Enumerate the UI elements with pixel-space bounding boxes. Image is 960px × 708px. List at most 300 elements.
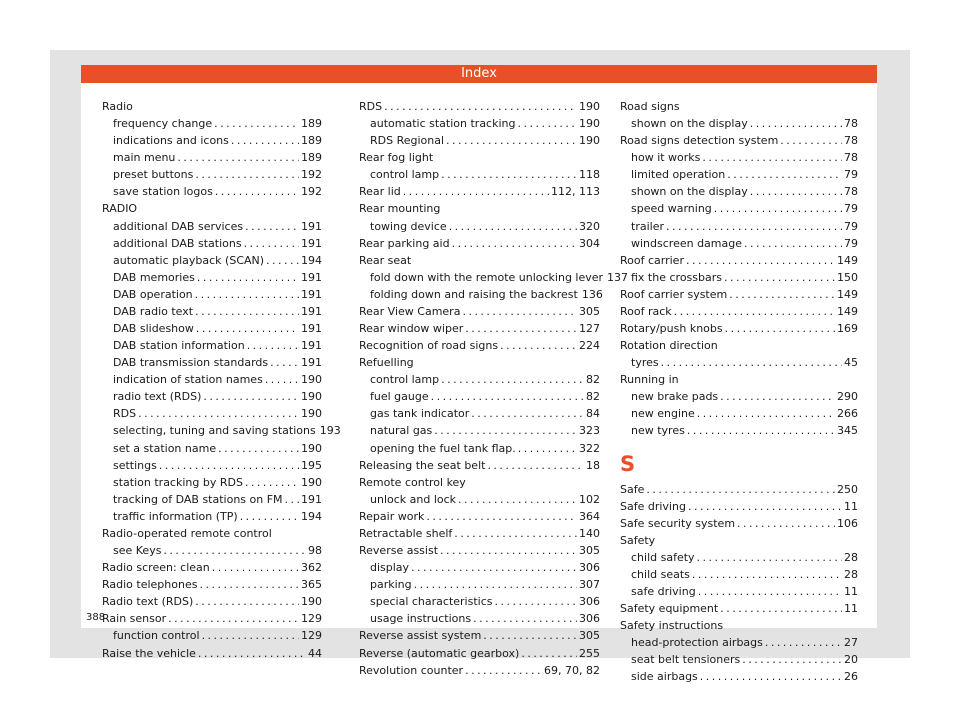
dot-leader bbox=[471, 405, 584, 422]
index-subentry bbox=[102, 388, 322, 405]
dot-leader bbox=[681, 371, 856, 388]
entry-page-number: 79 bbox=[844, 236, 858, 250]
entry-page-number: 191 bbox=[301, 219, 322, 233]
dot-leader bbox=[431, 388, 584, 405]
entry-text: head-protection airbags bbox=[631, 636, 763, 650]
entry-page-number: 266 bbox=[837, 407, 858, 421]
entry-text: special characteristics bbox=[370, 595, 493, 609]
entry-page-number: 191 bbox=[301, 356, 322, 370]
entry-text: indication of station names bbox=[113, 373, 263, 387]
entry-page-number: 169 bbox=[837, 322, 858, 336]
index-subentry bbox=[102, 286, 322, 303]
entry-page-number: 140 bbox=[579, 526, 600, 540]
entry-text: Recognition of road signs bbox=[359, 339, 499, 353]
dot-leader bbox=[245, 474, 299, 491]
entry-text: Reverse (automatic gearbox) bbox=[359, 646, 520, 660]
entry-page-number: 149 bbox=[837, 253, 858, 267]
entry-text: Rotation direction bbox=[620, 339, 718, 353]
dot-leader bbox=[195, 593, 299, 610]
dot-leader bbox=[138, 405, 299, 422]
index-entry bbox=[620, 98, 858, 115]
dot-leader bbox=[426, 508, 577, 525]
index-subentry bbox=[620, 115, 858, 132]
entry-text: DAB station information bbox=[113, 339, 245, 353]
dot-leader bbox=[218, 440, 299, 457]
index-subentry bbox=[359, 405, 600, 422]
dot-leader bbox=[197, 269, 299, 286]
entry-text: Releasing the seat belt bbox=[359, 458, 486, 472]
entry-text: parking bbox=[370, 578, 412, 592]
index-subentry bbox=[102, 508, 322, 525]
index-entry bbox=[620, 600, 858, 617]
entry-text: DAB memories bbox=[113, 270, 195, 284]
entry-text: child safety bbox=[631, 550, 695, 564]
index-subentry bbox=[359, 491, 600, 508]
entry-page-number: 290 bbox=[837, 390, 858, 404]
entry-page-number: 191 bbox=[301, 339, 322, 353]
dot-leader bbox=[521, 645, 577, 662]
dot-leader bbox=[697, 549, 842, 566]
index-subentry bbox=[102, 235, 322, 252]
page-number: 388 bbox=[86, 612, 106, 623]
index-subentry bbox=[359, 440, 600, 457]
entry-page-number: 82 bbox=[586, 373, 600, 387]
dot-leader bbox=[495, 593, 578, 610]
entry-page-number: 28 bbox=[844, 550, 858, 564]
dot-leader bbox=[265, 371, 299, 388]
index-entry bbox=[620, 371, 858, 388]
entry-text: gas tank indicator bbox=[370, 407, 470, 421]
index-subentry bbox=[102, 354, 322, 371]
index-entry bbox=[102, 98, 322, 115]
entry-text: new engine bbox=[631, 407, 695, 421]
dot-leader bbox=[720, 337, 856, 354]
entry-text: Safe bbox=[620, 482, 645, 496]
index-subentry bbox=[359, 371, 600, 388]
entry-page-number: 79 bbox=[844, 202, 858, 216]
dot-leader bbox=[517, 115, 577, 132]
index-subentry bbox=[620, 166, 858, 183]
index-subentry bbox=[102, 542, 322, 559]
entry-page-number: 190 bbox=[301, 390, 322, 404]
entry-page-number: 78 bbox=[844, 185, 858, 199]
index-subentry bbox=[359, 576, 600, 593]
index-subentry bbox=[620, 634, 858, 651]
dot-leader bbox=[440, 542, 577, 559]
entry-text: Rear lid bbox=[359, 185, 401, 199]
dot-leader bbox=[518, 440, 577, 457]
index-entry bbox=[620, 515, 858, 532]
index-column-1 bbox=[102, 98, 341, 662]
entry-page-number: 224 bbox=[579, 339, 600, 353]
index-subentry bbox=[102, 252, 322, 269]
entry-page-number: 320 bbox=[579, 219, 600, 233]
entry-page-number: 194 bbox=[301, 509, 322, 523]
dot-leader bbox=[720, 388, 835, 405]
dot-leader bbox=[697, 405, 835, 422]
entry-page-number: 189 bbox=[301, 134, 322, 148]
index-subentry bbox=[102, 269, 322, 286]
dot-leader bbox=[720, 600, 842, 617]
dot-leader bbox=[780, 132, 842, 149]
dot-leader bbox=[195, 303, 299, 320]
index-entry bbox=[359, 508, 600, 525]
entry-page-number: 79 bbox=[844, 168, 858, 182]
entry-page-number: 190 bbox=[301, 407, 322, 421]
entry-text: seat belt tensioners bbox=[631, 653, 741, 667]
entry-text: Safe driving bbox=[620, 499, 686, 513]
index-subentry bbox=[359, 269, 629, 286]
entry-page-number: 305 bbox=[579, 544, 600, 558]
entry-text: RDS bbox=[359, 100, 383, 113]
entry-page-number: 82 bbox=[586, 390, 600, 404]
dot-leader bbox=[686, 252, 835, 269]
dot-leader bbox=[682, 98, 856, 115]
entry-page-number: 190 bbox=[301, 441, 322, 455]
entry-text: Refuelling bbox=[359, 356, 414, 370]
dot-leader bbox=[274, 525, 320, 542]
entry-text: fold down with the remote unlocking lever bbox=[370, 270, 604, 284]
dot-leader bbox=[702, 149, 842, 166]
entry-text: Road signs detection system bbox=[620, 134, 779, 148]
entry-page-number: 305 bbox=[579, 304, 600, 318]
dot-leader bbox=[687, 422, 835, 439]
entry-text: station tracking by RDS bbox=[113, 475, 243, 489]
dot-leader bbox=[196, 320, 299, 337]
index-entry bbox=[359, 525, 600, 542]
index-entry bbox=[102, 593, 322, 610]
entry-text: tracking of DAB stations on FM bbox=[113, 492, 283, 506]
entry-page-number: 195 bbox=[301, 458, 322, 472]
entry-text: set a station name bbox=[113, 441, 217, 455]
dot-leader bbox=[247, 337, 299, 354]
entry-page-number: 102 bbox=[579, 492, 600, 506]
index-subentry bbox=[620, 183, 858, 200]
dot-leader bbox=[487, 457, 584, 474]
dot-leader bbox=[646, 481, 835, 498]
entry-page-number: 322 bbox=[579, 441, 600, 455]
dot-leader bbox=[413, 252, 598, 269]
entry-text: Rear window wiper bbox=[359, 322, 464, 336]
dot-leader bbox=[266, 252, 299, 269]
entry-text: RDS bbox=[113, 407, 137, 421]
entry-page-number: 44 bbox=[308, 646, 322, 660]
entry-page-number: 191 bbox=[301, 322, 322, 336]
entry-text: preset buttons bbox=[113, 168, 194, 182]
entry-text: frequency change bbox=[113, 117, 213, 131]
entry-page-number: 194 bbox=[301, 253, 322, 267]
index-subentry bbox=[620, 218, 858, 235]
dot-leader bbox=[666, 218, 842, 235]
index-subentry bbox=[620, 200, 858, 217]
entry-text: main menu bbox=[113, 151, 176, 165]
dot-leader bbox=[462, 303, 577, 320]
entry-text: control lamp bbox=[370, 168, 440, 182]
entry-text: control lamp bbox=[370, 373, 440, 387]
entry-text: how it works bbox=[631, 151, 701, 165]
index-subentry bbox=[359, 388, 600, 405]
index-entry bbox=[359, 303, 600, 320]
entry-page-number: 191 bbox=[301, 304, 322, 318]
entry-text: shown on the display bbox=[631, 117, 748, 131]
index-subentry bbox=[620, 235, 858, 252]
index-column-3 bbox=[620, 98, 858, 686]
entry-page-number: 189 bbox=[301, 151, 322, 165]
dot-leader bbox=[403, 183, 549, 200]
dot-leader bbox=[458, 491, 577, 508]
dot-leader bbox=[199, 576, 299, 593]
index-subentry bbox=[359, 422, 600, 439]
index-subentry bbox=[359, 166, 600, 183]
entry-page-number: 304 bbox=[579, 236, 600, 250]
dot-leader bbox=[750, 183, 842, 200]
entry-page-number: 255 bbox=[579, 646, 600, 660]
entry-text: opening the fuel tank flap. bbox=[370, 441, 516, 455]
index-subentry bbox=[620, 149, 858, 166]
entry-text: Radio text (RDS) bbox=[102, 595, 194, 609]
entry-page-number: 11 bbox=[844, 585, 858, 599]
entry-text: trailer bbox=[631, 219, 664, 233]
entry-page-number: 305 bbox=[579, 629, 600, 643]
entry-text: Reverse assist system bbox=[359, 629, 482, 643]
entry-page-number: 26 bbox=[844, 670, 858, 684]
index-subentry bbox=[620, 422, 858, 439]
index-subentry bbox=[359, 218, 600, 235]
entry-page-number: 190 bbox=[301, 373, 322, 387]
entry-text: DAB slideshow bbox=[113, 322, 194, 336]
index-entry bbox=[102, 200, 322, 217]
entry-text: Repair work bbox=[359, 509, 425, 523]
dot-leader bbox=[195, 166, 299, 183]
index-subentry bbox=[102, 627, 322, 644]
entry-text: save station logos bbox=[113, 185, 213, 199]
entry-page-number: 189 bbox=[301, 117, 322, 131]
index-entry bbox=[359, 98, 600, 115]
entry-text: towing device bbox=[370, 219, 447, 233]
entry-page-number: 137 bbox=[607, 270, 629, 284]
index-entry bbox=[102, 559, 322, 576]
entry-text: windscreen damage bbox=[631, 236, 742, 250]
entry-page-number: 190 bbox=[301, 475, 322, 489]
entry-text: Rear mounting bbox=[359, 202, 441, 216]
entry-page-number: 306 bbox=[579, 612, 600, 626]
dot-leader bbox=[698, 583, 842, 600]
entry-text: Safety bbox=[620, 533, 656, 547]
index-entry bbox=[359, 662, 600, 679]
dot-leader bbox=[725, 320, 835, 337]
entry-text: side airbags bbox=[631, 670, 698, 684]
index-subentry bbox=[102, 149, 322, 166]
dot-leader bbox=[727, 166, 842, 183]
dot-leader bbox=[742, 651, 842, 668]
entry-text: DAB operation bbox=[113, 287, 193, 301]
dot-leader bbox=[442, 200, 598, 217]
dot-leader bbox=[203, 388, 299, 405]
dot-leader bbox=[163, 542, 306, 559]
dot-leader bbox=[285, 491, 299, 508]
entry-page-number: 150 bbox=[837, 270, 858, 284]
entry-page-number: 149 bbox=[837, 304, 858, 318]
dot-leader bbox=[657, 532, 856, 549]
dot-leader bbox=[159, 457, 299, 474]
entry-text: tyres bbox=[631, 356, 659, 370]
entry-text: usage instructions bbox=[370, 612, 472, 626]
entry-page-number: 306 bbox=[579, 595, 600, 609]
entry-page-number: 191 bbox=[301, 270, 322, 284]
dot-leader bbox=[168, 610, 299, 627]
dot-leader bbox=[414, 576, 577, 593]
index-entry bbox=[102, 576, 322, 593]
entry-text: fuel gauge bbox=[370, 390, 429, 404]
entry-text: Roof carrier system bbox=[620, 287, 728, 301]
dot-leader bbox=[714, 200, 842, 217]
dot-leader bbox=[729, 286, 835, 303]
entry-page-number: 191 bbox=[301, 287, 322, 301]
entry-page-number: 362 bbox=[301, 561, 322, 575]
entry-page-number: 11 bbox=[844, 602, 858, 616]
entry-text: Retractable shelf bbox=[359, 526, 453, 540]
index-entry bbox=[620, 132, 858, 149]
index-subentry bbox=[359, 559, 600, 576]
entry-text: indications and icons bbox=[113, 134, 229, 148]
index-header: Index bbox=[81, 65, 877, 83]
dot-leader bbox=[468, 474, 598, 491]
dot-leader bbox=[441, 166, 577, 183]
entry-page-number: 112, 113 bbox=[551, 185, 600, 199]
dot-leader bbox=[692, 566, 842, 583]
entry-text: limited operation bbox=[631, 168, 726, 182]
index-subentry bbox=[620, 269, 858, 286]
index-subentry bbox=[102, 371, 322, 388]
entry-page-number: 118 bbox=[579, 168, 600, 182]
index-entry bbox=[620, 320, 858, 337]
index-entry bbox=[620, 286, 858, 303]
entry-text: Radio telephones bbox=[102, 578, 198, 592]
entry-text: RADIO bbox=[102, 202, 138, 216]
index-subentry bbox=[102, 422, 341, 439]
index-subentry bbox=[102, 115, 322, 132]
index-entry bbox=[620, 617, 858, 634]
entry-text: Road signs bbox=[620, 100, 680, 113]
index-subentry bbox=[102, 132, 322, 149]
index-entry bbox=[620, 252, 858, 269]
entry-text: Rear View Camera bbox=[359, 304, 461, 318]
entry-text: fix the crossbars bbox=[631, 270, 722, 284]
entry-text: Safe security system bbox=[620, 516, 736, 530]
entry-page-number: 78 bbox=[844, 151, 858, 165]
entry-text: automatic station tracking bbox=[370, 117, 516, 131]
dot-leader bbox=[441, 371, 584, 388]
entry-page-number: 79 bbox=[844, 219, 858, 233]
entry-text: Rotary/push knobs bbox=[620, 322, 723, 336]
dot-leader bbox=[473, 610, 577, 627]
entry-text: unlock and lock bbox=[370, 492, 457, 506]
entry-page-number: 45 bbox=[844, 356, 858, 370]
index-entry bbox=[102, 610, 322, 627]
index-column-2 bbox=[359, 98, 629, 679]
dot-leader bbox=[434, 422, 577, 439]
index-subentry bbox=[102, 440, 322, 457]
entry-page-number: 78 bbox=[844, 117, 858, 131]
entry-text: Rear seat bbox=[359, 253, 412, 267]
dot-leader bbox=[674, 303, 835, 320]
dot-leader bbox=[135, 98, 320, 115]
entry-text: DAB radio text bbox=[113, 304, 194, 318]
entry-text: additional DAB stations bbox=[113, 236, 242, 250]
entry-text: Rear fog light bbox=[359, 151, 434, 165]
entry-page-number: 28 bbox=[844, 567, 858, 581]
index-entry bbox=[359, 474, 600, 491]
entry-text: automatic playback (SCAN) bbox=[113, 253, 265, 267]
dot-leader bbox=[449, 218, 577, 235]
index-subentry bbox=[620, 668, 858, 685]
index-entry bbox=[620, 337, 858, 354]
entry-page-number: 106 bbox=[837, 516, 858, 530]
entry-text: DAB transmission standards bbox=[113, 356, 269, 370]
index-subentry bbox=[102, 183, 322, 200]
dot-leader bbox=[198, 645, 306, 662]
dot-leader bbox=[212, 559, 299, 576]
entry-text: Remote control key bbox=[359, 475, 466, 489]
entry-text: Rear parking aid bbox=[359, 236, 450, 250]
entry-text: child seats bbox=[631, 567, 690, 581]
entry-text: Safety instructions bbox=[620, 619, 724, 633]
dot-leader bbox=[452, 235, 577, 252]
index-subentry bbox=[102, 405, 322, 422]
index-subentry bbox=[102, 491, 322, 508]
dot-leader bbox=[231, 132, 299, 149]
dot-leader bbox=[725, 617, 856, 634]
index-entry bbox=[359, 337, 600, 354]
dot-leader bbox=[700, 668, 842, 685]
entry-page-number: 364 bbox=[579, 509, 600, 523]
index-subentry bbox=[102, 320, 322, 337]
entry-page-number: 84 bbox=[586, 407, 600, 421]
entry-page-number: 190 bbox=[579, 117, 600, 131]
index-subentry bbox=[620, 549, 858, 566]
entry-page-number: 190 bbox=[579, 100, 600, 113]
dot-leader bbox=[435, 149, 598, 166]
entry-page-number: 136 bbox=[581, 287, 603, 301]
entry-text: additional DAB services bbox=[113, 219, 244, 233]
entry-text: Rain sensor bbox=[102, 612, 167, 626]
dot-leader bbox=[465, 320, 577, 337]
dot-leader bbox=[416, 354, 598, 371]
entry-text: shown on the display bbox=[631, 185, 748, 199]
dot-leader bbox=[446, 132, 577, 149]
index-subentry bbox=[620, 566, 858, 583]
index-subentry bbox=[102, 218, 322, 235]
index-subentry bbox=[620, 651, 858, 668]
dot-leader bbox=[765, 634, 842, 651]
entry-page-number: 27 bbox=[844, 636, 858, 650]
entry-text: Roof carrier bbox=[620, 253, 684, 267]
entry-page-number: 365 bbox=[301, 578, 322, 592]
index-subentry bbox=[102, 166, 322, 183]
index-entry bbox=[620, 532, 858, 549]
index-entry bbox=[620, 498, 858, 515]
entry-page-number: 192 bbox=[301, 168, 322, 182]
index-entry bbox=[359, 320, 600, 337]
entry-page-number: 190 bbox=[579, 134, 600, 148]
dot-leader bbox=[750, 115, 842, 132]
entry-page-number: 127 bbox=[579, 322, 600, 336]
entry-page-number: 323 bbox=[579, 424, 600, 438]
index-entry bbox=[359, 354, 600, 371]
index-entry bbox=[359, 149, 600, 166]
entry-text: RDS Regional bbox=[370, 134, 445, 148]
index-subentry bbox=[620, 354, 858, 371]
